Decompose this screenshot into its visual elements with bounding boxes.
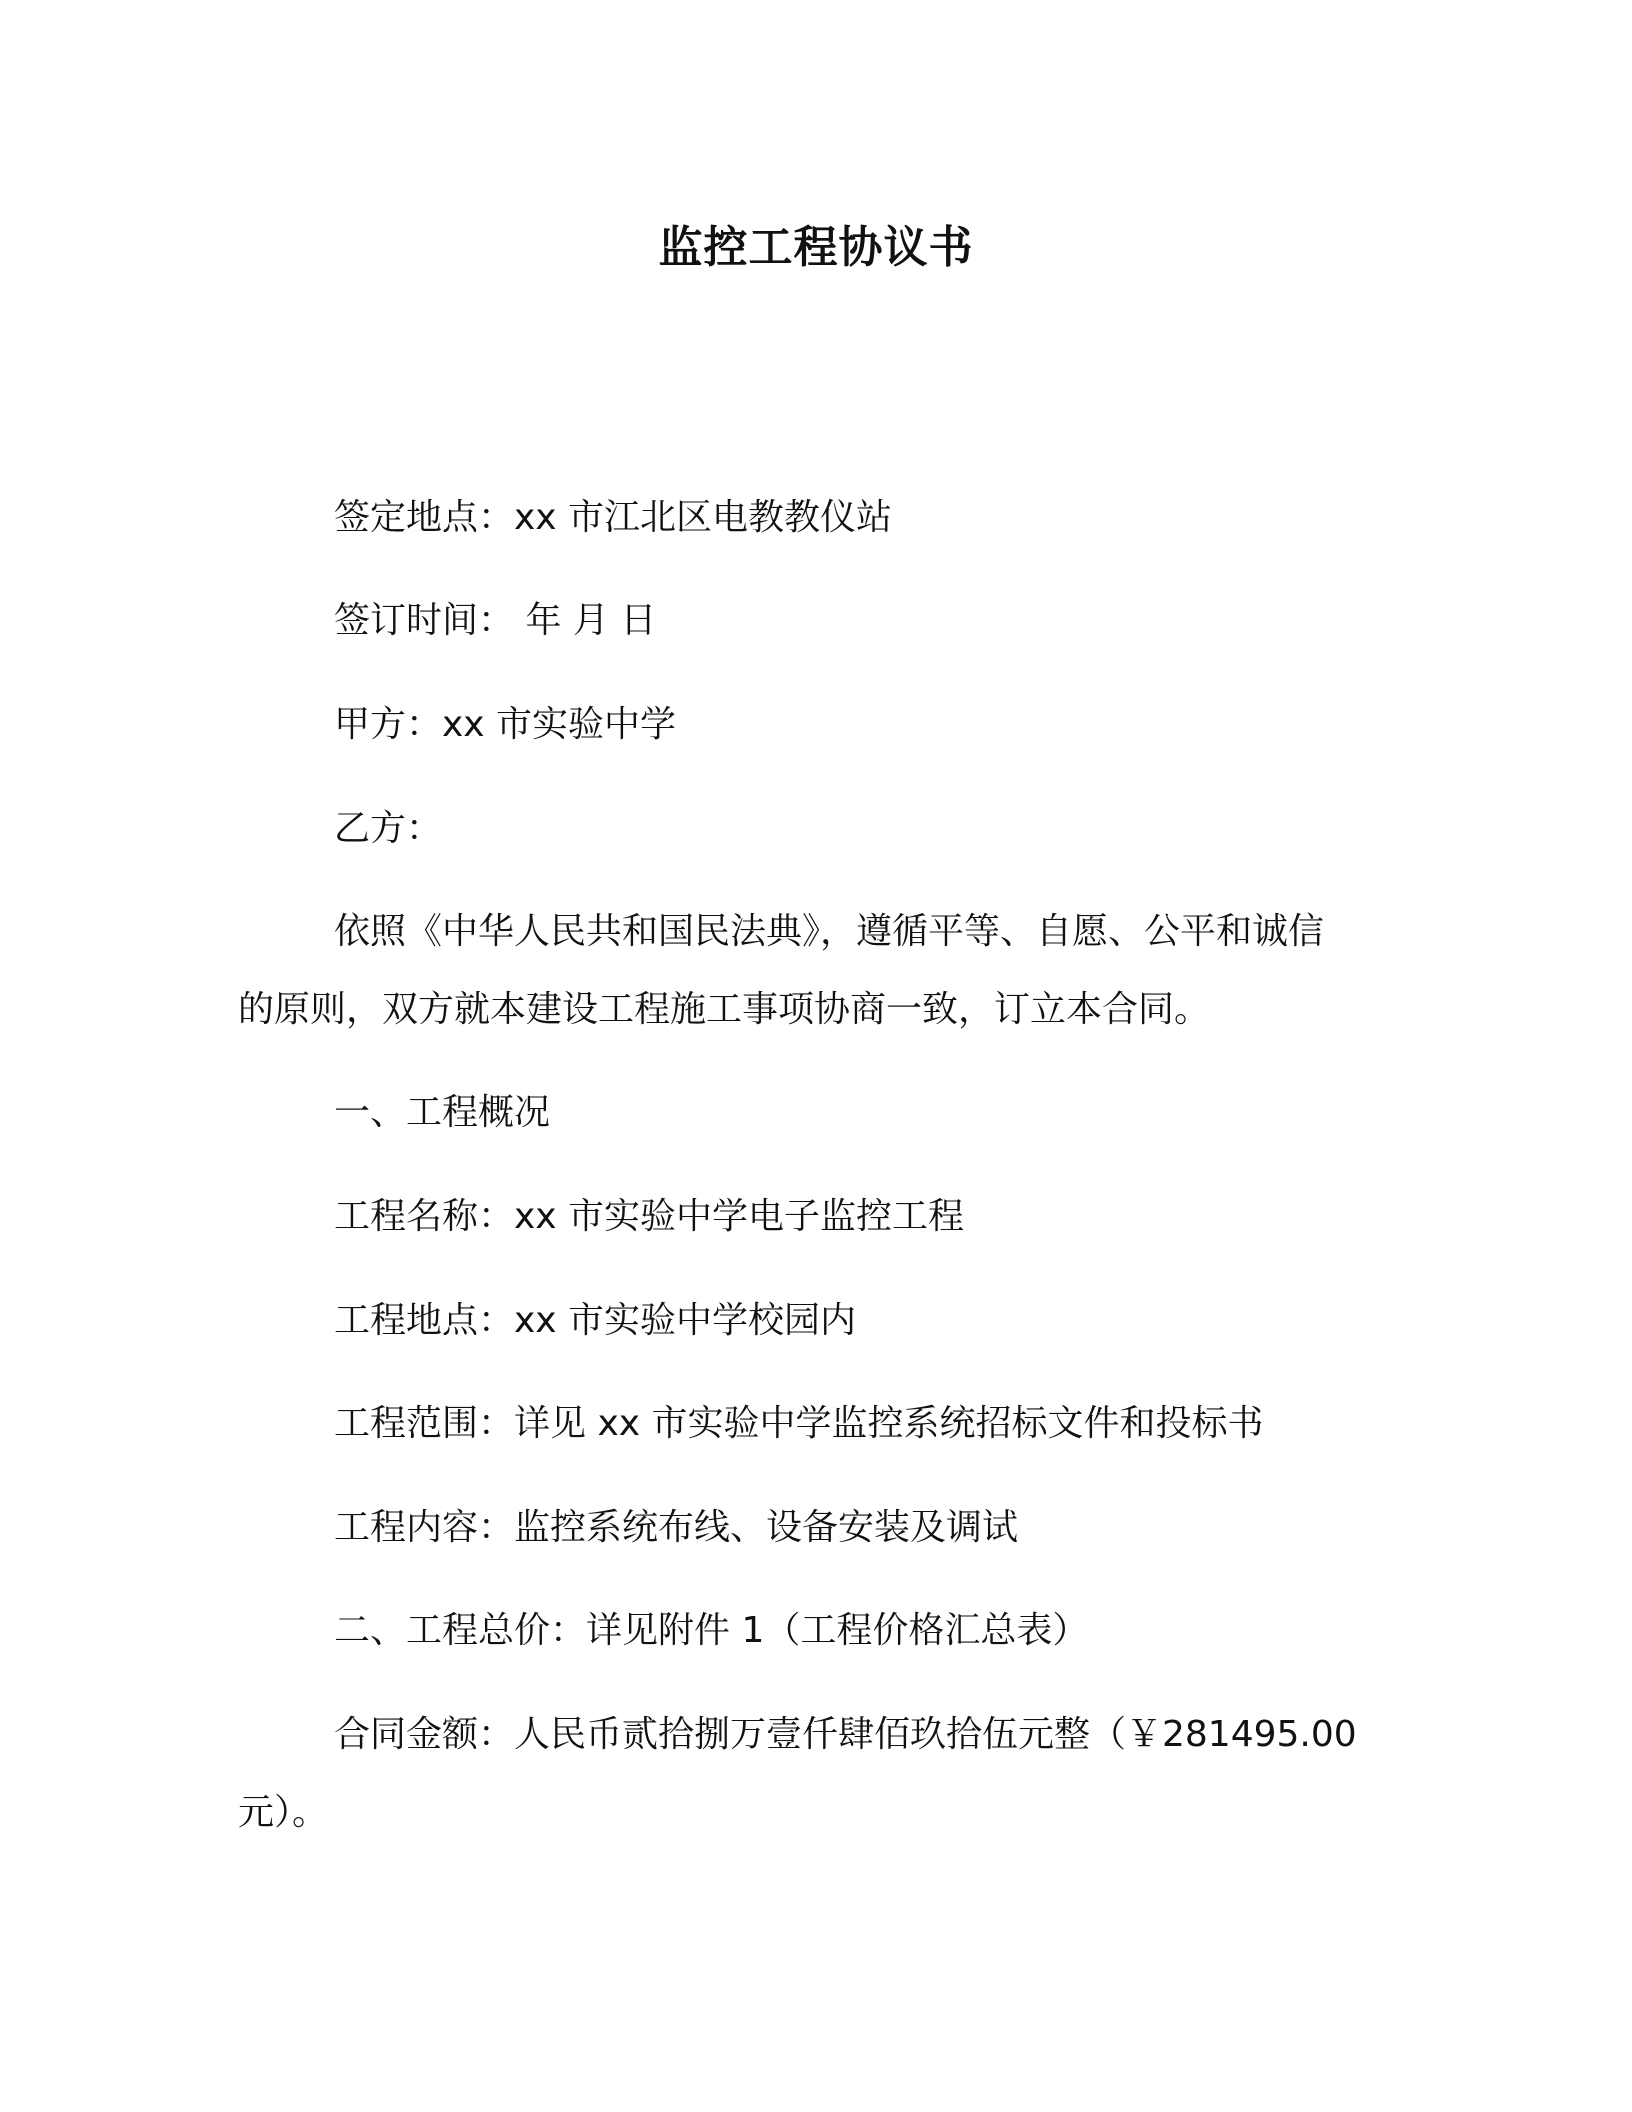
document-title: 监控工程协议书 (658, 222, 974, 273)
section-2-heading: 二、工程总价：详见附件 1（工程价格汇总表） (334, 1610, 1089, 1651)
project-content: 工程内容：监控系统布线、设备安装及调试 (334, 1507, 1019, 1548)
contract-amount-line-2: 元）。 (238, 1792, 329, 1833)
section-1-heading: 一、工程概况 (334, 1092, 551, 1133)
party-b: 乙方： (334, 808, 443, 849)
project-name: 工程名称：xx 市实验中学电子监控工程 (334, 1196, 965, 1237)
project-location: 工程地点：xx 市实验中学校园内 (334, 1300, 857, 1341)
preamble-line-1: 依照《中华人民共和国民法典》，遵循平等、自愿、公平和诚信 (334, 911, 1325, 952)
contract-amount-line-1: 合同金额：人民币贰拾捌万壹仟肆佰玖拾伍元整（￥281495.00 (334, 1714, 1357, 1755)
signing-place: 签定地点：xx 市江北区电教教仪站 (334, 497, 893, 538)
project-scope: 工程范围：详见 xx 市实验中学监控系统招标文件和投标书 (334, 1403, 1264, 1444)
preamble-line-2: 的原则，双方就本建设工程施工事项协商一致，订立本合同。 (238, 989, 1211, 1030)
party-a: 甲方：xx 市实验中学 (334, 704, 677, 745)
signing-date: 签订时间： 年 月 日 (334, 600, 657, 641)
